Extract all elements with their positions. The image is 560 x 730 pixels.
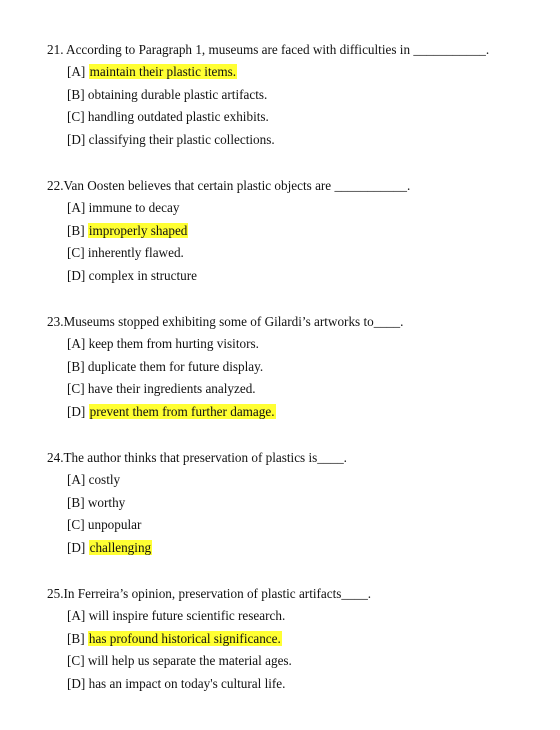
option-d xyxy=(67,404,276,420)
option-text: handling outdated plastic exhibits. xyxy=(87,109,269,124)
option-d xyxy=(67,676,285,692)
option-letter: [D] xyxy=(67,404,86,419)
option-letter: [B] xyxy=(67,631,85,646)
option-letter: [D] xyxy=(67,268,86,283)
option-a xyxy=(67,472,120,488)
option-letter: [C] xyxy=(67,381,85,396)
option-letter: [C] xyxy=(67,109,85,124)
option-letter: [B] xyxy=(67,223,85,238)
option-a xyxy=(67,64,237,80)
option-letter: [B] xyxy=(67,495,85,510)
question-stem: 24.The author thinks that preservation of plastics is____. xyxy=(47,450,347,465)
option-letter: [C] xyxy=(67,653,85,668)
option-letter: [A] xyxy=(67,64,86,79)
question-stem: 22.Van Oosten believes that certain plastic objects are ___________. xyxy=(47,178,411,193)
option-text: costly xyxy=(88,472,121,487)
option-a xyxy=(67,336,259,352)
option-c xyxy=(67,109,269,125)
option-letter: [D] xyxy=(67,676,86,691)
option-d xyxy=(67,268,197,284)
option-letter: [A] xyxy=(67,336,86,351)
option-a xyxy=(67,608,285,624)
option-c xyxy=(67,245,184,261)
option-c xyxy=(67,653,292,669)
option-text: unpopular xyxy=(87,517,142,532)
question-stem: 21. According to Paragraph 1, museums are faced with difficulties in ___________. xyxy=(47,42,490,57)
option-letter: [A] xyxy=(67,472,86,487)
option-text-highlighted: maintain their plastic items. xyxy=(89,64,237,79)
option-letter: [B] xyxy=(67,359,85,374)
option-b xyxy=(67,359,263,375)
option-text-highlighted: prevent them from further damage. xyxy=(89,404,275,419)
option-a xyxy=(67,200,179,216)
option-text: immune to decay xyxy=(88,200,180,215)
option-text: worthy xyxy=(87,495,126,510)
option-b xyxy=(67,631,282,647)
option-text-highlighted: has profound historical significance. xyxy=(88,631,281,646)
option-text: classifying their plastic collections. xyxy=(88,132,275,147)
option-letter: [D] xyxy=(67,540,86,555)
option-letter: [B] xyxy=(67,87,85,102)
option-letter: [A] xyxy=(67,200,86,215)
option-letter: [D] xyxy=(67,132,86,147)
option-text-highlighted: improperly shaped xyxy=(88,223,188,238)
question-stem: 25.In Ferreira’s opinion, preservation of plastic artifacts____. xyxy=(47,586,372,601)
option-text: complex in structure xyxy=(88,268,198,283)
option-text: will inspire future scientific research. xyxy=(88,608,286,623)
option-b xyxy=(67,495,125,511)
question-stem: 23.Museums stopped exhibiting some of Gilardi’s artworks to____. xyxy=(47,314,404,329)
option-text: will help us separate the material ages. xyxy=(87,653,292,668)
option-letter: [C] xyxy=(67,245,85,260)
option-b xyxy=(67,223,188,239)
option-text: duplicate them for future display. xyxy=(87,359,264,374)
option-b xyxy=(67,87,267,103)
option-letter: [C] xyxy=(67,517,85,532)
option-text: have their ingredients analyzed. xyxy=(87,381,256,396)
option-letter: [A] xyxy=(67,608,86,623)
option-text: has an impact on today's cultural life. xyxy=(88,676,286,691)
option-text: inherently flawed. xyxy=(87,245,184,260)
option-d xyxy=(67,132,275,148)
option-d xyxy=(67,540,152,556)
option-c xyxy=(67,381,256,397)
option-text-highlighted: challenging xyxy=(89,540,152,555)
option-text: keep them from hurting visitors. xyxy=(88,336,259,351)
option-text: obtaining durable plastic artifacts. xyxy=(87,87,268,102)
option-c xyxy=(67,517,141,533)
